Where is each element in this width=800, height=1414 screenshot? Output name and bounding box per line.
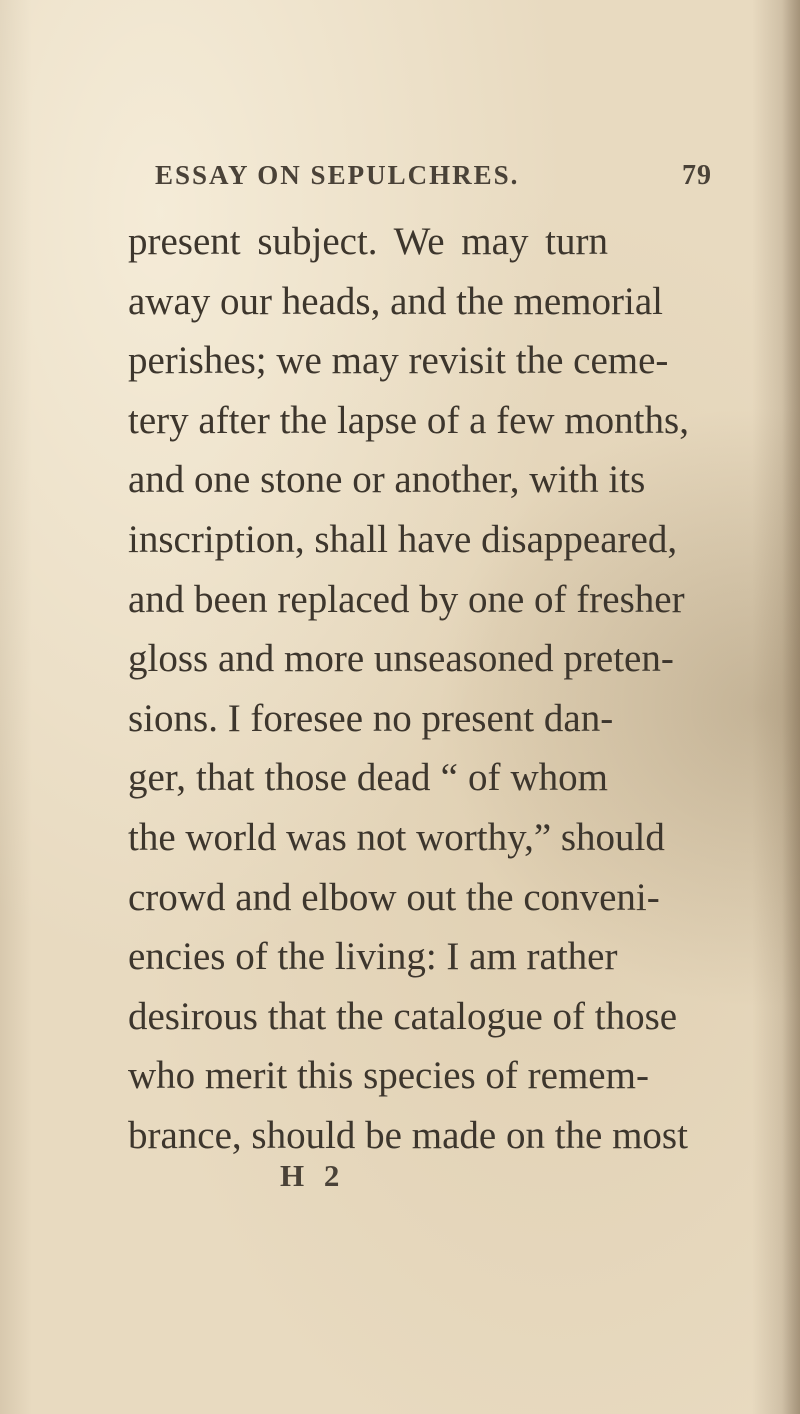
page-edge-shadow bbox=[782, 0, 800, 1414]
text-line: and been replaced by one of fresher bbox=[128, 577, 685, 621]
text-line: ger, that those dead “ of whom bbox=[128, 756, 608, 800]
text-line: and one stone or another, with its bbox=[128, 458, 646, 502]
text-line: crowd and elbow out the conveni- bbox=[128, 875, 660, 919]
page-number: 79 bbox=[682, 160, 712, 191]
text-line: sions. I foresee no present dan- bbox=[128, 696, 614, 740]
text-line: encies of the living: I am rather bbox=[128, 935, 618, 979]
signature-mark: H 2 bbox=[280, 1158, 346, 1193]
text-line: who merit this species of remem- bbox=[128, 1054, 649, 1098]
text-line: desirous that the catalogue of those bbox=[128, 994, 678, 1038]
text-line: brance, should be made on the most bbox=[128, 1113, 688, 1157]
text-line: gloss and more unseasoned preten- bbox=[128, 637, 674, 681]
text-line: perishes; we may revisit the ceme- bbox=[128, 339, 669, 383]
text-line: away our heads, and the memorial bbox=[128, 279, 663, 323]
text-line: present subject. We may turn bbox=[128, 220, 608, 263]
text-line: tery after the lapse of a few months, bbox=[128, 398, 689, 442]
text-body bbox=[128, 212, 689, 1166]
text-line: inscription, shall have disappeared, bbox=[128, 517, 678, 561]
text-line: the world was not worthy,” should bbox=[128, 815, 665, 859]
running-head: ESSAY ON SEPULCHRES. bbox=[155, 160, 520, 190]
